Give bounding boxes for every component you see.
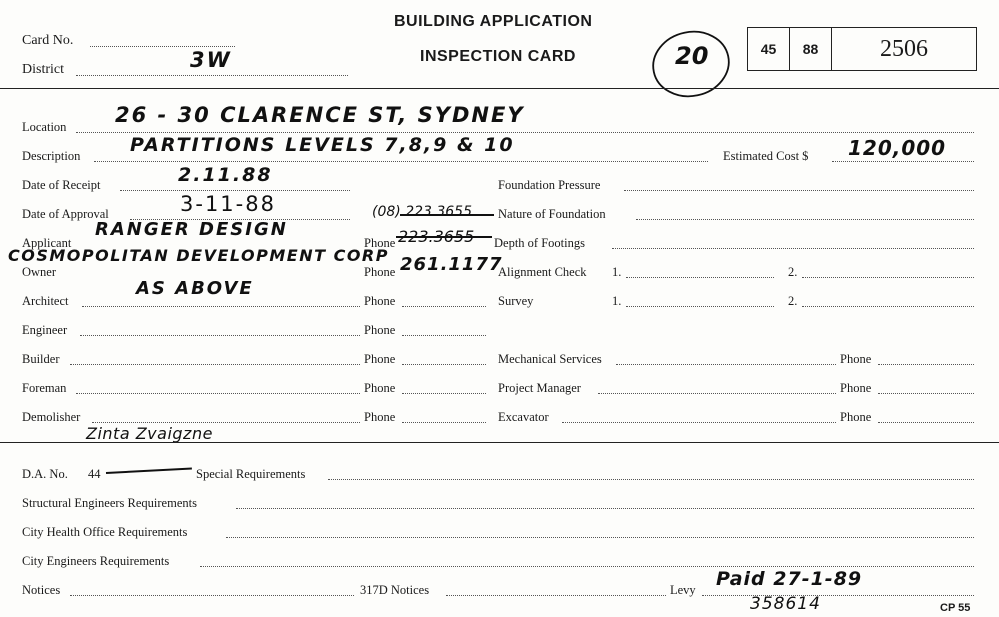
description-label: Description <box>22 149 81 163</box>
form-code: CP 55 <box>940 602 971 614</box>
signature: Zinta Zvaigzne <box>86 424 213 443</box>
location-label: Location <box>22 120 67 134</box>
owner-phone-label: Phone <box>364 265 396 279</box>
foreman-phone-line <box>402 393 486 394</box>
applicant-value: RANGER DESIGN <box>95 219 288 240</box>
alignment-2-label: 2. <box>788 265 798 279</box>
title-line-2: INSPECTION CARD <box>420 48 576 65</box>
architect-label: Architect <box>22 294 69 308</box>
district-value: 3W <box>190 48 232 72</box>
box-number: 2506 <box>880 35 928 62</box>
applicant-phone-label: Phone <box>364 236 396 250</box>
mechanical-line <box>616 364 836 365</box>
estimated-cost-line <box>832 161 974 162</box>
builder-line <box>70 364 360 365</box>
project-manager-label: Project Manager <box>498 381 581 395</box>
excavator-phone-line <box>878 422 974 423</box>
strike-line-2 <box>396 236 492 238</box>
nature-foundation-line <box>636 219 974 220</box>
notices-317d-label: 317D Notices <box>360 583 430 597</box>
foundation-pressure-label: Foundation Pressure <box>498 178 601 192</box>
builder-phone-line <box>402 364 486 365</box>
architect-line <box>82 306 360 307</box>
date-approval-label: Date of Approval <box>22 207 109 221</box>
header-divider <box>0 88 999 89</box>
alignment-2-line <box>802 277 974 278</box>
box-month: 88 <box>790 28 832 70</box>
alignment-check-label: Alignment Check <box>498 265 587 279</box>
district-label: District <box>22 62 64 77</box>
estimated-cost-value: 120,000 <box>848 136 947 160</box>
alignment-1-line <box>626 277 774 278</box>
foreman-label: Foreman <box>22 381 67 395</box>
box-year: 45 <box>748 28 790 70</box>
owner-label: Owner <box>22 265 57 279</box>
demolisher-phone-label: Phone <box>364 410 396 424</box>
health-line <box>226 537 974 538</box>
structural-line <box>236 508 974 509</box>
owner-phone-value: 261.1177 <box>400 254 503 275</box>
excavator-line <box>562 422 836 423</box>
foreman-line <box>76 393 360 394</box>
nature-foundation-label: Nature of Foundation <box>498 207 606 221</box>
depth-footings-line <box>612 248 974 249</box>
builder-phone-label: Phone <box>364 352 396 366</box>
engineer-phone-label: Phone <box>364 323 396 337</box>
mechanical-label: Mechanical Services <box>498 352 602 366</box>
card-no-line <box>90 46 235 47</box>
mechanical-phone-label: Phone <box>840 352 872 366</box>
architect-phone-label: Phone <box>364 294 396 308</box>
circled-note: 20 <box>675 42 709 70</box>
special-req-label: Special Requirements <box>196 467 306 481</box>
foreman-phone-label: Phone <box>364 381 396 395</box>
health-label: City Health Office Requirements <box>22 525 188 539</box>
levy-line <box>702 595 974 596</box>
special-req-line <box>328 479 974 480</box>
title-line-1: BUILDING APPLICATION <box>394 13 593 30</box>
location-value: 26 - 30 CLARENCE ST, SYDNEY <box>115 103 525 127</box>
foundation-pressure-line <box>624 190 974 191</box>
levy-label: Levy <box>670 583 696 597</box>
survey-label: Survey <box>498 294 534 308</box>
date-receipt-label: Date of Receipt <box>22 178 101 192</box>
receipt-number: 358614 <box>750 594 821 614</box>
project-manager-phone-line <box>878 393 974 394</box>
alignment-1-label: 1. <box>612 265 622 279</box>
architect-phone-line <box>402 306 486 307</box>
city-eng-label: City Engineers Requirements <box>22 554 170 568</box>
structural-label: Structural Engineers Requirements <box>22 496 197 510</box>
owner-overwrite: COSMOPOLITAN DEVELOPMENT CORP <box>8 246 389 265</box>
strike-line-1 <box>400 214 494 216</box>
survey-2-label: 2. <box>788 294 798 308</box>
phone-struck-1: (08) 223.3655 <box>372 204 472 220</box>
application-number-box <box>747 27 977 71</box>
project-manager-phone-label: Phone <box>840 381 872 395</box>
date-receipt-value: 2.11.88 <box>178 164 273 186</box>
city-eng-line <box>200 566 974 567</box>
description-value: PARTITIONS LEVELS 7,8,9 & 10 <box>130 134 515 156</box>
date-approval-value: 3-11-88 <box>180 192 276 216</box>
demolisher-phone-line <box>402 422 486 423</box>
description-line <box>94 161 708 162</box>
da-no-label: D.A. No. <box>22 467 68 481</box>
applicant-label: Applicant <box>22 236 72 250</box>
date-receipt-line <box>120 190 350 191</box>
card-no-label: Card No. <box>22 33 74 48</box>
engineer-phone-line <box>402 335 486 336</box>
survey-1-line <box>626 306 774 307</box>
levy-value: Paid 27-1-89 <box>716 568 863 590</box>
project-manager-line <box>598 393 836 394</box>
notices-317d-line <box>446 595 666 596</box>
mechanical-phone-line <box>878 364 974 365</box>
survey-1-label: 1. <box>612 294 622 308</box>
notices-label: Notices <box>22 583 61 597</box>
depth-footings-label: Depth of Footings <box>494 236 585 250</box>
excavator-phone-label: Phone <box>840 410 872 424</box>
notices-line <box>70 595 354 596</box>
demolisher-label: Demolisher <box>22 410 81 424</box>
engineer-label: Engineer <box>22 323 68 337</box>
survey-2-line <box>802 306 974 307</box>
architect-value: AS ABOVE <box>136 278 254 299</box>
location-line <box>76 132 974 133</box>
estimated-cost-label: Estimated Cost $ <box>723 149 809 163</box>
requirements-divider <box>0 442 999 443</box>
phone-struck-2: 223.3655 <box>398 227 475 246</box>
engineer-line <box>80 335 360 336</box>
district-line <box>76 75 348 76</box>
da-no-value: 44 <box>88 467 101 481</box>
excavator-label: Excavator <box>498 410 549 424</box>
demolisher-line <box>92 422 360 423</box>
da-strike-line <box>106 468 192 474</box>
builder-label: Builder <box>22 352 60 366</box>
